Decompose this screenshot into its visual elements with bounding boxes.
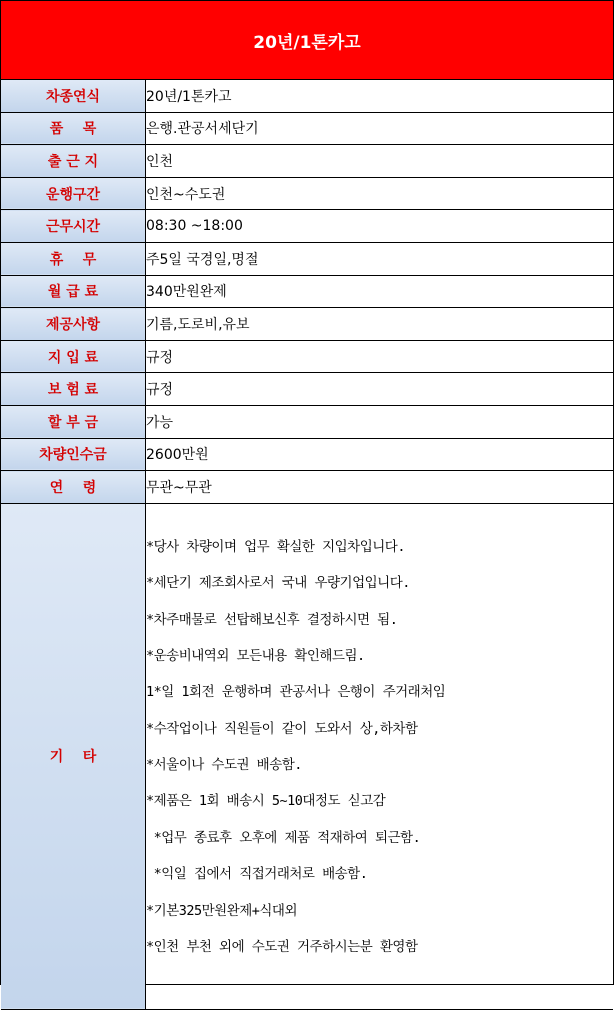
table-row — [1, 275, 613, 308]
row-value-provided: 기름,도로비,유보 — [146, 308, 614, 341]
row-label-jiip-fee: 지 입 료 — [1, 340, 146, 373]
row-value-route: 인천~수도권 — [146, 177, 614, 210]
row-value-etc — [146, 503, 614, 1009]
row-value-vehicle: 20년/1톤카고 — [146, 80, 614, 112]
table-row — [1, 503, 613, 1009]
row-value-item: 은행.관공서세단기 — [146, 112, 614, 145]
note-item: *당사 차량이며 업무 확실한 지입차입니다. — [146, 538, 405, 555]
table-row — [1, 340, 613, 373]
row-value-takeover-cost: 2600만원 — [146, 438, 614, 471]
row-label-provided: 제공사항 — [1, 308, 146, 341]
row-value-jiip-fee: 규정 — [146, 340, 614, 373]
row-label-insurance: 보 험 료 — [1, 373, 146, 406]
note-item: *익일 집에서 직접거래처로 배송함. — [146, 866, 368, 883]
table-row — [1, 177, 613, 210]
row-value-age: 무관~무관 — [146, 471, 614, 504]
row-value-salary: 340만원완제 — [146, 275, 614, 308]
row-label-route: 운행구간 — [1, 177, 146, 210]
row-label-days-off: 휴 무 — [1, 242, 146, 275]
note-item: 1*일 1회전 운행하며 관공서나 은행이 주거래처임 — [146, 684, 446, 701]
note-item: *수작업이나 직원들이 같이 도와서 상,하차함 — [146, 720, 418, 737]
table-row — [1, 145, 613, 178]
table-row — [1, 373, 613, 406]
table-row — [1, 308, 613, 341]
row-value-work-hours: 08:30 ~18:00 — [146, 210, 614, 243]
row-value-days-off: 주5일 국경일,명절 — [146, 242, 614, 275]
info-table — [1, 80, 613, 1010]
row-value-insurance: 규정 — [146, 373, 614, 406]
note-item: *세단기 제조회사로서 국내 우량기업입니다. — [146, 575, 410, 592]
note-item: *제품은 1회 배송시 5~10대정도 싣고감 — [146, 793, 386, 810]
row-label-item: 품 목 — [1, 112, 146, 145]
row-label-start-location: 출 근 지 — [1, 145, 146, 178]
table-row — [1, 80, 613, 112]
row-label-salary: 월 급 료 — [1, 275, 146, 308]
row-label-etc: 기 타 — [1, 503, 146, 1009]
row-label-installment: 할 부 금 — [1, 405, 146, 438]
listing-title: 20년/1톤카고 — [1, 1, 613, 80]
row-label-work-hours: 근무시간 — [1, 210, 146, 243]
table-row — [1, 242, 613, 275]
table-row — [1, 112, 613, 145]
note-item: *차주매물로 선탑해보신후 결정하시면 됨. — [146, 611, 398, 628]
row-label-vehicle: 차종연식 — [1, 80, 146, 112]
row-value-start-location: 인천 — [146, 145, 614, 178]
note-item: *서울이나 수도권 배송함. — [146, 757, 302, 774]
note-item: *운송비내역외 모든내용 확인해드림. — [146, 647, 365, 664]
note-item: *인천 부천 외에 수도권 거주하시는분 환영함 — [146, 939, 418, 956]
table-row — [1, 471, 613, 504]
table-row — [1, 210, 613, 243]
note-item: *업무 종료후 오후에 제품 적재하여 퇴근함. — [146, 829, 421, 846]
row-label-age: 연 령 — [1, 471, 146, 504]
row-value-installment: 가능 — [146, 405, 614, 438]
row-label-takeover-cost: 차량인수금 — [1, 438, 146, 471]
table-row — [1, 405, 613, 438]
notes-list — [146, 535, 613, 972]
note-item: *기본325만원완제+식대외 — [146, 902, 298, 919]
table-row — [1, 438, 613, 471]
